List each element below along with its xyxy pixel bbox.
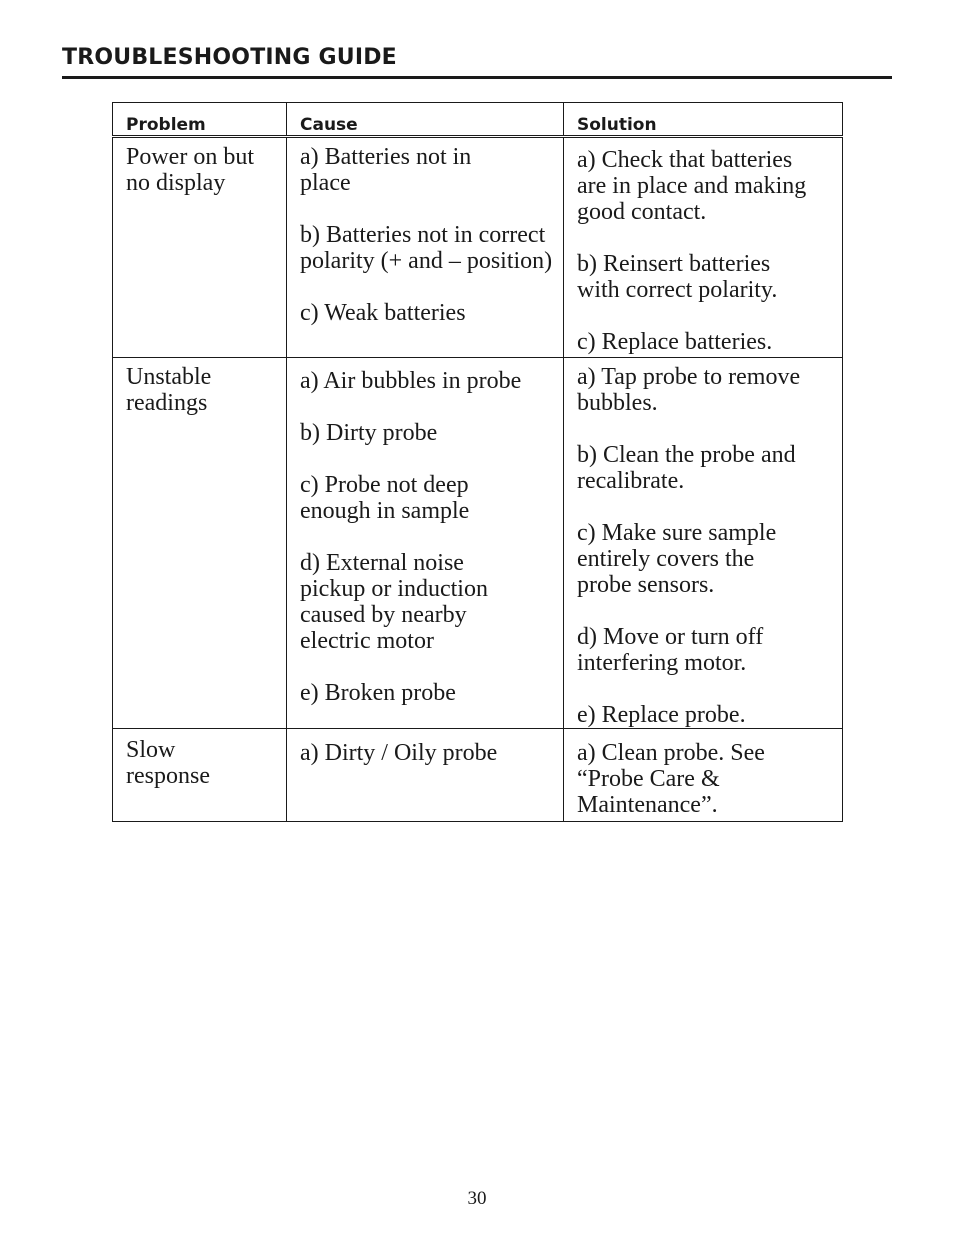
table-header-row (113, 103, 843, 137)
solution-item: c) Make sure sample entirely covers the probe sensors. (577, 520, 777, 598)
cause-item: e) Broken probe (300, 680, 456, 706)
cause-item: b) Batteries not in correct polarity (+ and – position) (300, 222, 553, 274)
problem-text: Slow response (126, 737, 210, 789)
solution-item: c) Replace batteries. (577, 329, 773, 355)
cause-item: a) Air bubbles in probe (300, 368, 522, 394)
problem-cell (113, 729, 287, 822)
solution-cell (564, 137, 843, 358)
problem-cell (113, 137, 287, 358)
solution-item: e) Replace probe. (577, 702, 746, 728)
header-problem: Problem (113, 103, 287, 137)
cause-cell (287, 358, 564, 729)
cause-item: b) Dirty probe (300, 420, 438, 446)
solution-cell (564, 729, 843, 822)
solution-item: b) Reinsert batteries with correct polarity. (577, 251, 778, 303)
header-cause: Cause (287, 103, 564, 137)
problem-cell (113, 358, 287, 729)
table-row (113, 729, 843, 822)
page-title: TROUBLESHOOTING GUIDE (62, 45, 397, 70)
problem-text: Power on but no display (126, 144, 254, 196)
cause-item: d) External noise pickup or induction caused by nearby electric motor (300, 550, 488, 654)
solution-item: a) Clean probe. See “Probe Care & Maintenance”. (577, 740, 765, 818)
cause-cell (287, 729, 564, 822)
cause-item: c) Weak batteries (300, 300, 466, 326)
title-rule (62, 76, 892, 79)
cause-item: a) Dirty / Oily probe (300, 740, 498, 766)
table-row (113, 137, 843, 358)
cause-cell (287, 137, 564, 358)
cause-item: c) Probe not deep enough in sample (300, 472, 470, 524)
solution-item: a) Tap probe to remove bubbles. (577, 364, 801, 416)
troubleshooting-table (112, 102, 843, 822)
solution-item: a) Check that batteries are in place and making good contact. (577, 147, 807, 225)
solution-cell (564, 358, 843, 729)
cause-item: a) Batteries not in place (300, 144, 472, 196)
page-number: 30 (467, 1188, 487, 1209)
solution-item: b) Clean the probe and recalibrate. (577, 442, 796, 494)
problem-text: Unstable readings (126, 364, 212, 416)
header-solution: Solution (564, 103, 843, 137)
solution-item: d) Move or turn off interfering motor. (577, 624, 764, 676)
table-row (113, 358, 843, 729)
